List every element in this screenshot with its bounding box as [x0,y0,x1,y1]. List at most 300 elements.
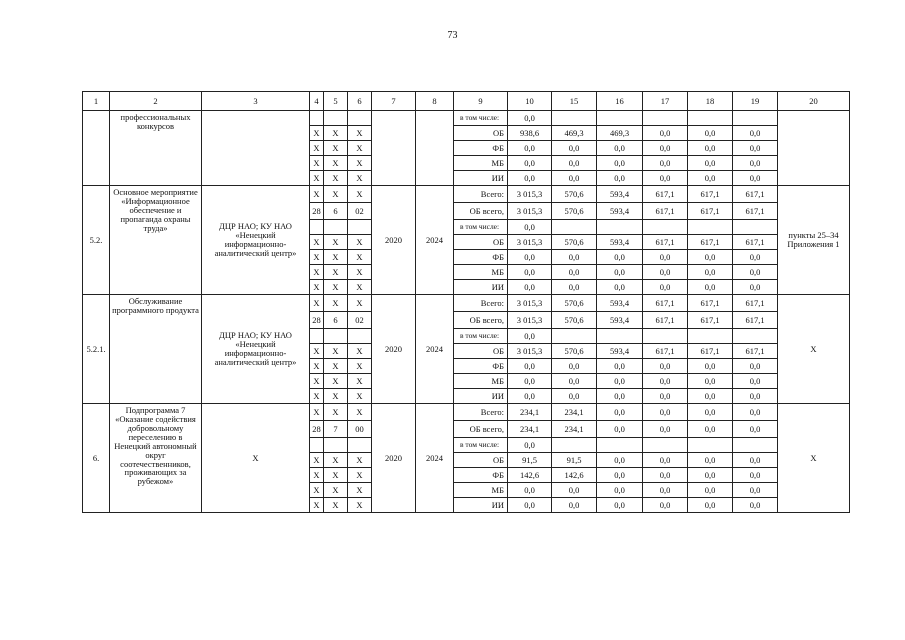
code-cell-6: Х [348,344,372,359]
code-cell-6: Х [348,453,372,468]
value-cell: 617,1 [733,235,778,250]
code-cell-6: Х [348,389,372,404]
value-cell: 0,0 [597,483,643,498]
value-cell: 0,0 [597,374,643,389]
value-cell: 0,0 [597,453,643,468]
code-cell-4: Х [310,171,324,186]
code-cell-4: Х [310,374,324,389]
funding-source: ФБ [454,359,508,374]
value-cell: 0,0 [688,250,733,265]
value-cell: 0,0 [733,280,778,295]
value-cell [552,111,597,126]
code-cell-4: Х [310,250,324,265]
value-cell: 0,0 [643,404,688,421]
header-cell: 17 [643,92,688,111]
funding-source: ОБ всего, [454,203,508,220]
code-cell-5: Х [324,359,348,374]
value-cell: 3 015,3 [508,344,552,359]
item-number [83,111,110,186]
value-cell [597,329,643,344]
item-note: пункты 25–34 Приложения 1 [778,186,850,295]
code-cell-6 [348,220,372,235]
value-cell: 617,1 [643,186,688,203]
value-cell: 617,1 [643,312,688,329]
value-cell: 0,0 [508,438,552,453]
year-to: 2024 [416,295,454,404]
code-cell-5: Х [324,235,348,250]
code-cell-6: Х [348,359,372,374]
table-row [83,111,850,126]
code-cell-6: Х [348,186,372,203]
header-cell: 16 [597,92,643,111]
value-cell: 0,0 [508,156,552,171]
funding-source: ОБ [454,344,508,359]
value-cell: 0,0 [508,359,552,374]
value-cell: 617,1 [688,295,733,312]
item-name: профессиональных конкурсов [110,111,202,186]
funding-source: в том числе: [454,329,508,344]
value-cell: 0,0 [688,421,733,438]
value-cell: 617,1 [688,344,733,359]
funding-source: МБ [454,483,508,498]
funding-source: ОБ всего, [454,312,508,329]
table-row [83,295,850,312]
year-from: 2020 [372,295,416,404]
code-cell-4: Х [310,141,324,156]
value-cell [733,220,778,235]
value-cell: 0,0 [643,265,688,280]
code-cell-5: Х [324,498,348,513]
value-cell: 0,0 [643,250,688,265]
value-cell [733,111,778,126]
item-name: Основное мероприятие «Информационное обеспечение и пропаганда охраны труда» [110,186,202,295]
value-cell: 0,0 [688,468,733,483]
value-cell: 0,0 [552,250,597,265]
value-cell: 0,0 [688,483,733,498]
code-cell-5: Х [324,468,348,483]
code-cell-5: Х [324,250,348,265]
header-cell: 1 [83,92,110,111]
value-cell: 0,0 [597,280,643,295]
code-cell-6: Х [348,141,372,156]
funding-source: в том числе: [454,111,508,126]
code-cell-5: Х [324,389,348,404]
value-cell: 0,0 [552,171,597,186]
funding-source: ИИ [454,389,508,404]
code-cell-4: Х [310,156,324,171]
value-cell: 0,0 [508,141,552,156]
value-cell: 0,0 [643,453,688,468]
code-cell-5: Х [324,374,348,389]
value-cell [688,220,733,235]
funding-source: в том числе: [454,220,508,235]
funding-source: Всего: [454,295,508,312]
value-cell: 0,0 [688,359,733,374]
item-executor [202,111,310,186]
code-cell-4: Х [310,453,324,468]
code-cell-4: 28 [310,312,324,329]
value-cell: 593,4 [597,312,643,329]
value-cell: 617,1 [643,295,688,312]
value-cell: 0,0 [597,498,643,513]
value-cell: 570,6 [552,295,597,312]
code-cell-6: Х [348,250,372,265]
value-cell: 0,0 [597,359,643,374]
value-cell: 0,0 [688,126,733,141]
value-cell: 0,0 [552,141,597,156]
code-cell-4 [310,438,324,453]
value-cell: 0,0 [508,171,552,186]
value-cell: 3 015,3 [508,203,552,220]
code-cell-6 [348,438,372,453]
code-cell-4 [310,111,324,126]
code-cell-6 [348,329,372,344]
value-cell [552,329,597,344]
code-cell-6: Х [348,404,372,421]
funding-source: ФБ [454,141,508,156]
value-cell: 0,0 [508,265,552,280]
funding-source: ОБ [454,453,508,468]
code-cell-6: Х [348,235,372,250]
value-cell: 0,0 [597,389,643,404]
item-executor: ДЦР НАО; КУ НАО «Ненецкий информационно-аналитический центр» [202,295,310,404]
year-from: 2020 [372,404,416,513]
value-cell: 0,0 [688,280,733,295]
code-cell-5 [324,111,348,126]
code-cell-5: Х [324,344,348,359]
value-cell: 617,1 [688,186,733,203]
code-cell-4: Х [310,295,324,312]
code-cell-6: Х [348,280,372,295]
code-cell-5: Х [324,265,348,280]
funding-source: ИИ [454,498,508,513]
code-cell-5: Х [324,280,348,295]
code-cell-6: Х [348,374,372,389]
header-cell: 19 [733,92,778,111]
value-cell [597,111,643,126]
value-cell [597,220,643,235]
value-cell: 617,1 [643,344,688,359]
value-cell [643,329,688,344]
funding-source: ФБ [454,250,508,265]
value-cell: 0,0 [643,141,688,156]
code-cell-4: Х [310,186,324,203]
value-cell: 0,0 [688,171,733,186]
item-number: 5.2. [83,186,110,295]
value-cell: 0,0 [733,468,778,483]
value-cell: 0,0 [508,498,552,513]
value-cell: 0,0 [733,171,778,186]
value-cell: 617,1 [688,235,733,250]
value-cell: 0,0 [597,468,643,483]
code-cell-5 [324,438,348,453]
value-cell: 570,6 [552,203,597,220]
value-cell: 617,1 [688,203,733,220]
value-cell: 0,0 [643,126,688,141]
funding-source: ОБ всего, [454,421,508,438]
value-cell: 0,0 [552,280,597,295]
code-cell-6: Х [348,156,372,171]
value-cell [688,438,733,453]
header-cell: 7 [372,92,416,111]
value-cell: 0,0 [733,359,778,374]
value-cell: 0,0 [552,265,597,280]
page-number: 73 [447,30,458,41]
value-cell: 0,0 [643,280,688,295]
value-cell: 0,0 [688,374,733,389]
value-cell: 617,1 [733,203,778,220]
year-from: 2020 [372,186,416,295]
value-cell: 0,0 [643,421,688,438]
code-cell-4: 28 [310,421,324,438]
code-cell-5: Х [324,156,348,171]
value-cell: 0,0 [733,404,778,421]
code-cell-5: Х [324,404,348,421]
value-cell [688,111,733,126]
value-cell [733,438,778,453]
value-cell: 91,5 [552,453,597,468]
value-cell: 0,0 [688,498,733,513]
funding-source: ИИ [454,280,508,295]
code-cell-5: Х [324,141,348,156]
code-cell-5 [324,220,348,235]
code-cell-4: Х [310,126,324,141]
code-cell-4 [310,220,324,235]
item-executor: Х [202,404,310,513]
value-cell: 469,3 [597,126,643,141]
year-to: 2024 [416,186,454,295]
value-cell: 0,0 [688,404,733,421]
code-cell-5: 7 [324,421,348,438]
value-cell: 617,1 [733,186,778,203]
header-row [83,92,850,111]
year-from [372,111,416,186]
value-cell: 0,0 [643,156,688,171]
value-cell: 593,4 [597,295,643,312]
item-number: 6. [83,404,110,513]
value-cell: 0,0 [552,498,597,513]
funding-source: ОБ [454,235,508,250]
funding-source: МБ [454,265,508,280]
value-cell: 3 015,3 [508,186,552,203]
code-cell-6: Х [348,126,372,141]
value-cell: 570,6 [552,312,597,329]
value-cell: 0,0 [597,250,643,265]
item-note [778,111,850,186]
value-cell: 91,5 [508,453,552,468]
value-cell: 593,4 [597,203,643,220]
code-cell-4: Х [310,280,324,295]
value-cell: 0,0 [597,404,643,421]
value-cell: 0,0 [597,265,643,280]
value-cell: 0,0 [508,250,552,265]
program-table [82,91,850,513]
value-cell: 0,0 [508,389,552,404]
value-cell: 938,6 [508,126,552,141]
year-to: 2024 [416,404,454,513]
header-cell: 4 [310,92,324,111]
value-cell: 0,0 [552,374,597,389]
value-cell [733,329,778,344]
item-number: 5.2.1. [83,295,110,404]
value-cell: 617,1 [733,344,778,359]
value-cell: 0,0 [733,421,778,438]
value-cell: 3 015,3 [508,295,552,312]
value-cell: 0,0 [688,265,733,280]
value-cell [597,438,643,453]
item-name: Подпрограмма 7 «Оказание содействия добровольному переселению в Ненецкий автономный округ соотечественников, проживающих за рубежом» [110,404,202,513]
value-cell: 593,4 [597,186,643,203]
header-cell: 6 [348,92,372,111]
funding-source: МБ [454,156,508,171]
value-cell: 0,0 [733,483,778,498]
value-cell: 234,1 [552,404,597,421]
value-cell: 0,0 [643,171,688,186]
value-cell: 0,0 [733,141,778,156]
code-cell-6 [348,111,372,126]
value-cell: 593,4 [597,344,643,359]
header-cell: 5 [324,92,348,111]
code-cell-6: 00 [348,421,372,438]
value-cell: 0,0 [597,421,643,438]
code-cell-4: Х [310,389,324,404]
value-cell: 617,1 [733,312,778,329]
value-cell: 0,0 [643,498,688,513]
value-cell: 617,1 [643,203,688,220]
value-cell: 570,6 [552,344,597,359]
code-cell-4: Х [310,265,324,280]
value-cell: 234,1 [508,404,552,421]
value-cell: 0,0 [688,141,733,156]
value-cell: 234,1 [508,421,552,438]
value-cell: 469,3 [552,126,597,141]
code-cell-6: Х [348,468,372,483]
value-cell: 3 015,3 [508,312,552,329]
value-cell: 617,1 [733,295,778,312]
funding-source: ФБ [454,468,508,483]
code-cell-4: Х [310,404,324,421]
code-cell-4: Х [310,498,324,513]
value-cell [643,220,688,235]
code-cell-6: Х [348,171,372,186]
value-cell: 142,6 [508,468,552,483]
value-cell: 0,0 [508,374,552,389]
value-cell: 0,0 [643,483,688,498]
value-cell: 570,6 [552,235,597,250]
value-cell: 0,0 [733,265,778,280]
code-cell-4 [310,329,324,344]
funding-source: Всего: [454,404,508,421]
header-cell: 18 [688,92,733,111]
code-cell-6: Х [348,483,372,498]
item-note: Х [778,295,850,404]
value-cell: 0,0 [508,329,552,344]
item-executor: ДЦР НАО; КУ НАО «Ненецкий информационно-аналитический центр» [202,186,310,295]
table-row [83,404,850,421]
code-cell-6: Х [348,295,372,312]
code-cell-4: Х [310,235,324,250]
code-cell-4: Х [310,483,324,498]
value-cell [552,438,597,453]
code-cell-6: Х [348,498,372,513]
value-cell: 234,1 [552,421,597,438]
funding-source: в том числе: [454,438,508,453]
value-cell: 142,6 [552,468,597,483]
value-cell: 0,0 [733,374,778,389]
value-cell: 0,0 [733,250,778,265]
value-cell: 593,4 [597,235,643,250]
value-cell: 617,1 [643,235,688,250]
code-cell-4: Х [310,344,324,359]
value-cell: 0,0 [597,171,643,186]
code-cell-5: Х [324,126,348,141]
value-cell: 0,0 [552,389,597,404]
code-cell-5: Х [324,171,348,186]
value-cell: 617,1 [688,312,733,329]
value-cell: 0,0 [733,453,778,468]
code-cell-4: 28 [310,203,324,220]
item-name: Обслуживание программного продукта [110,295,202,404]
header-cell: 3 [202,92,310,111]
funding-source: ИИ [454,171,508,186]
header-cell: 8 [416,92,454,111]
code-cell-5: Х [324,295,348,312]
value-cell: 3 015,3 [508,235,552,250]
value-cell [643,111,688,126]
code-cell-4: Х [310,468,324,483]
value-cell: 0,0 [508,483,552,498]
value-cell: 0,0 [508,220,552,235]
value-cell [643,438,688,453]
item-note: Х [778,404,850,513]
code-cell-6: 02 [348,203,372,220]
value-cell: 0,0 [508,280,552,295]
value-cell: 0,0 [733,156,778,171]
value-cell: 0,0 [597,141,643,156]
value-cell: 0,0 [688,389,733,404]
value-cell: 0,0 [508,111,552,126]
code-cell-5: 6 [324,312,348,329]
value-cell: 0,0 [643,389,688,404]
funding-source: Всего: [454,186,508,203]
value-cell [688,329,733,344]
header-cell: 15 [552,92,597,111]
header-cell: 20 [778,92,850,111]
value-cell: 570,6 [552,186,597,203]
value-cell: 0,0 [643,359,688,374]
value-cell [552,220,597,235]
code-cell-6: Х [348,265,372,280]
value-cell: 0,0 [688,156,733,171]
value-cell: 0,0 [733,389,778,404]
code-cell-5: Х [324,483,348,498]
value-cell: 0,0 [643,374,688,389]
code-cell-5: Х [324,453,348,468]
code-cell-5: 6 [324,203,348,220]
header-cell: 10 [508,92,552,111]
table-body [83,92,850,513]
code-cell-5: Х [324,186,348,203]
value-cell: 0,0 [552,483,597,498]
value-cell: 0,0 [552,156,597,171]
code-cell-5 [324,329,348,344]
code-cell-6: 02 [348,312,372,329]
value-cell: 0,0 [552,359,597,374]
value-cell: 0,0 [688,453,733,468]
value-cell: 0,0 [733,498,778,513]
value-cell: 0,0 [597,156,643,171]
header-cell: 9 [454,92,508,111]
